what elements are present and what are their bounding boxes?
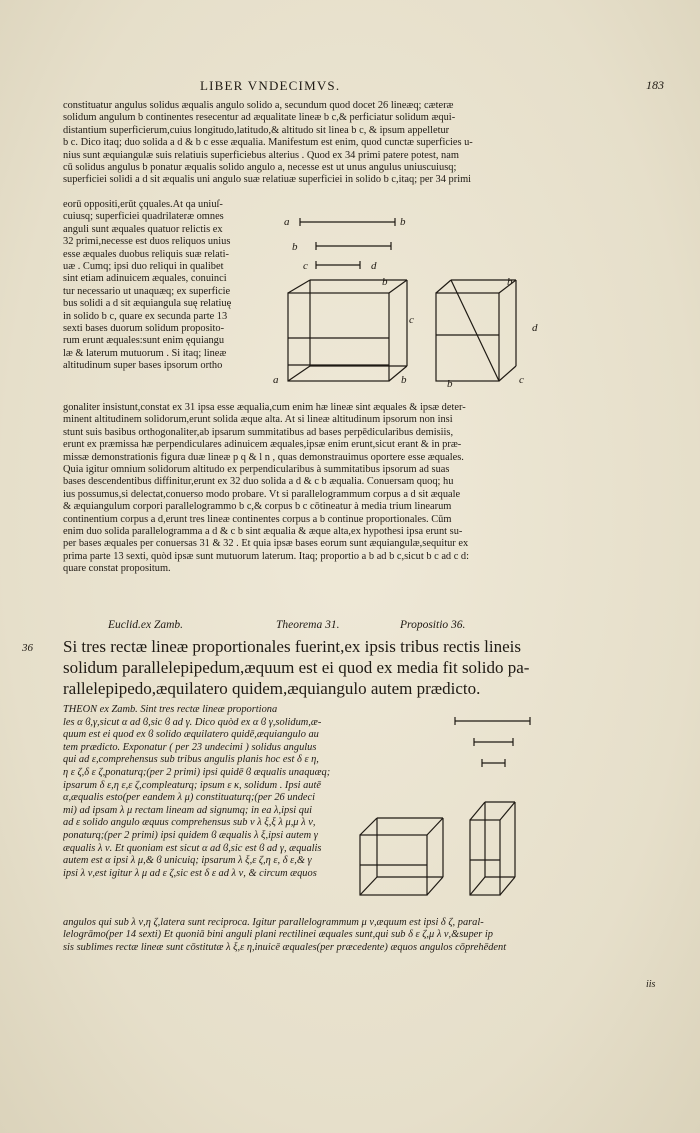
running-head: LIBER VNDECIMVS.	[200, 78, 341, 93]
text-line: in solido b c, quare ex secunda parte 13	[63, 310, 228, 322]
text-line: ipsarum δ ε,η ε,ε ζ,compleaturq; ipsum ε κ, solidum . Ipsi autē	[63, 779, 321, 791]
solid-bc	[436, 280, 516, 381]
top-paragraph	[63, 100, 653, 187]
theorem-statement	[63, 636, 663, 699]
text-line: altitudinum super bases ipsorum ortho	[63, 360, 223, 372]
text-line: erunt ex præmissa hæ perpendiculares adinuicem æquales,ipsæ enim erunt,sicut erant & in præ-	[63, 439, 462, 451]
text-line: angulos qui sub λ ν,η ζ,latera sunt reciproca. Igitur parallelogrammum μ ν,æquum est ipsi δ ζ, paral-	[63, 917, 484, 928]
text-line: constituatur angulus solidus æqualis angulo solido a, secundum quod docet 26 lineæq; cæteræ	[63, 100, 454, 111]
text-line: anguli sunt æquales quatuor relictis ex	[63, 223, 223, 235]
text-line: quum est ei quod ex ϐ solido æquilatero quidē,æquiangulo au	[63, 729, 319, 741]
page-header	[0, 78, 700, 98]
text-line: ius possumus,si delectat,conuerso modo probare. Vt si parallelogrammum corpus a d sit æquale	[63, 488, 461, 500]
text-line: solidum angulum b continentes resecentur ad æqualitate lineæ b c,& perficiatur solidum æqui-	[63, 112, 456, 124]
catchword: iis	[646, 979, 656, 990]
label-d: d	[371, 260, 377, 272]
theorem-line: solidum parallelepipedum,æquum est ei quod ex media fit solido pa-	[63, 658, 530, 677]
label-c: c	[409, 314, 414, 326]
label-c: c	[303, 260, 308, 272]
text-line: cuiusq; superficiei quadrilateræ omnes	[63, 211, 224, 223]
folio-number: 183	[646, 78, 664, 92]
text-line: 32 primi,necesse est duos reliquos unius	[63, 236, 231, 248]
text-line: sint etiam adinuicem æquales, conuinci	[63, 273, 227, 285]
text-line: ad ε solido angulo æquus comprehensus sub ν λ ξ,ξ λ μ,μ λ ν,	[63, 817, 316, 829]
label-c: c	[519, 374, 524, 386]
caption-theorem: Theorema 31.	[276, 619, 340, 631]
text-line: ponaturq;(per 2 primi) ipsi quidem ϐ æqualis λ ξ,ipsi autem γ	[63, 829, 318, 841]
text-line: uæ . Cumq; ipsi duo reliqui in qualibet	[63, 260, 224, 272]
solid-epsilon	[470, 802, 515, 895]
text-line: æqualis λ ν. Et quoniam est sicut α ad ϐ,sic est ϐ ad γ, æqualis	[63, 842, 322, 854]
text-line: distantium superficierum,cuius longitudo,latitudo,& altitudo sit linea b c, & ipsum appelletur	[63, 124, 450, 136]
text-line: per bases æquales per conuersas 31 & 32 . Et quia ipsæ bases eorum sunt æquiangulæ,sequitur ex	[63, 538, 469, 550]
text-line: esse æquales duobus reliquis suæ relati-	[63, 248, 229, 260]
label-a: a	[273, 374, 279, 386]
text-line: ipsi λ ν,est igitur λ μ ad ε ζ,sic est δ ε ad λ ν, & circum æquos	[63, 867, 317, 879]
text-line: bases descendentibus diffinitur,erunt ex 32 duo solida a d & c b æqualia. Conuersam quoq; hu	[63, 476, 454, 488]
theorem-line: rallelepipedo,æquilatero quidem,æquiangulo autem prædicto.	[63, 679, 481, 698]
section-captions	[0, 619, 700, 637]
text-line: lelogrāmo(per 14 sexti) Et quoniā bini anguli plani rectilinei æquales sunt,qui sub δ ε ζ,μ λ ν,&super ip	[63, 929, 493, 941]
theon-commentary	[63, 704, 353, 880]
text-line: bus solidi a d sit æquiangula suę relatiuę	[63, 298, 232, 310]
label-b: b	[400, 216, 406, 228]
label-b: b	[401, 374, 407, 386]
text-line: nius sunt æquiangulæ suis relatiuis superficiebus alterius . Quod ex 34 primi patere potest, nam	[63, 149, 459, 161]
text-line: missæ demonstrationis figura duæ lineæ p q & l n , quas demonstrauimus oportere esse æquales.	[63, 451, 464, 463]
text-line: stunt suis basibus orthogonaliter,ab ipsarum summitatibus ad bases perpēdicularibus demisiis,	[63, 426, 454, 438]
text-line: qui ad ε,comprehensus sub tribus angulis planis hoc est δ ε η,	[63, 754, 319, 766]
label-d: d	[532, 322, 538, 334]
text-line: eorū oppositi,erūt çquales.At qa uniuſ-	[63, 199, 223, 210]
label-b: b	[292, 241, 298, 253]
text-line: Quia igitur omnium solidorum altitudo ex perpendicularibus à summitatibus ipsorum ad suas	[63, 463, 450, 475]
text-line: sis sublimes rectæ lineæ sunt cōstitutæ λ ξ,ε η,inuicē æquales(per præcedente) æquos angulos cōprehēdent	[63, 941, 507, 953]
text-line: η ε ζ,δ ε ζ,ponaturq;(per 2 primi) ipsi quidē ϐ æqualis unaquæq;	[63, 766, 331, 778]
text-line: THEON ex Zamb. Sint tres rectæ lineæ proportiona	[63, 704, 278, 715]
text-line: læ & laterum mutuorum . Si itaq; lineæ	[63, 347, 227, 359]
text-line: rum erunt æquales:sunt enim ęquiangu	[63, 335, 225, 347]
label-a: a	[284, 216, 290, 228]
text-line: quare constat propositum.	[63, 563, 171, 575]
closing-commentary	[63, 917, 663, 954]
text-line: b c. Dico itaq; duo solida a d & b c esse æqualia. Manifestum est enim, quod cunctæ superficies u-	[63, 137, 473, 149]
text-line: gonaliter insistunt,constat ex 31 ipsa esse æqualia,cum enim hæ lineæ sint æquales & ipsæ deter-	[63, 402, 466, 413]
caption-source: Euclid.ex Zamb.	[108, 619, 184, 631]
solid-lambda	[360, 818, 443, 895]
theorem-line: Si tres rectæ lineæ proportionales fuerint,ex ipsis tribus rectis lineis	[63, 637, 521, 656]
caption-proposition: Propositio 36.	[400, 619, 466, 631]
text-line: enim duo solida parallelogramma a d & c b sint æqualia & æque alta,ex hypothesi ipsa erunt su-	[63, 525, 463, 537]
text-line: cū solidus angulus b ponatur æqualis solido angulo a, necesse est ut unus angulus uniuscuiusq;	[63, 161, 457, 173]
text-line: tem prædicto. Exponatur ( per 23 undecimi ) solidus angulus	[63, 741, 317, 753]
figure-upper	[270, 205, 570, 395]
text-line: minent altitudinem solidorum,erunt solida æque alta. At si lineæ altitudinum ipsorum non insi	[63, 414, 453, 426]
text-line: continentium corpus a d,erunt tres lineæ continentes corpus a b continue proportionales. Cūm	[63, 513, 452, 525]
narrow-paragraph	[63, 199, 268, 372]
text-line: autem est α ipsi λ μ,& ϐ unicuiq; ipsarum λ ξ,ε ζ,η ε, δ ε,& γ	[63, 855, 312, 867]
label-b: b	[447, 378, 453, 390]
text-line: α,æqualis esto(per eandem λ μ) constituaturq;(per 26 undeci	[63, 792, 315, 804]
text-line: & æquiangulum corpori parallelogrammo b c,& corpus b c cōtineatur à media trium linearum	[63, 501, 452, 513]
solid-ad	[288, 280, 407, 381]
text-line: superficiei solidi a d sit æqualis uni angulo suæ relatiuæ superficiei in solido b c,itaq; per 34 primi	[63, 174, 472, 186]
text-line: prima parte 13 sexti, quòd ipsæ sunt mutuorum laterum. Itaq; proportio a b ad b c,sicut b c ad c d:	[63, 550, 470, 562]
text-line: les α ϐ,γ,sicut α ad ϐ,sic ϐ ad γ. Dico quòd ex α ϐ γ,solidum,æ-	[63, 716, 322, 728]
text-line: mi) ad ipsam λ μ rectam lineam ad signumq; in ea λ,ipsi qui	[63, 804, 313, 816]
label-b: b	[382, 276, 388, 288]
text-line: tur necessario ut unaquæq; ex superficie	[63, 285, 231, 297]
figure-lower	[355, 705, 555, 905]
continuation-paragraph	[63, 402, 653, 575]
text-line: sexti bases duorum solidum proposito-	[63, 322, 225, 334]
label-b: b	[507, 276, 513, 288]
margin-number: 36	[22, 642, 33, 654]
